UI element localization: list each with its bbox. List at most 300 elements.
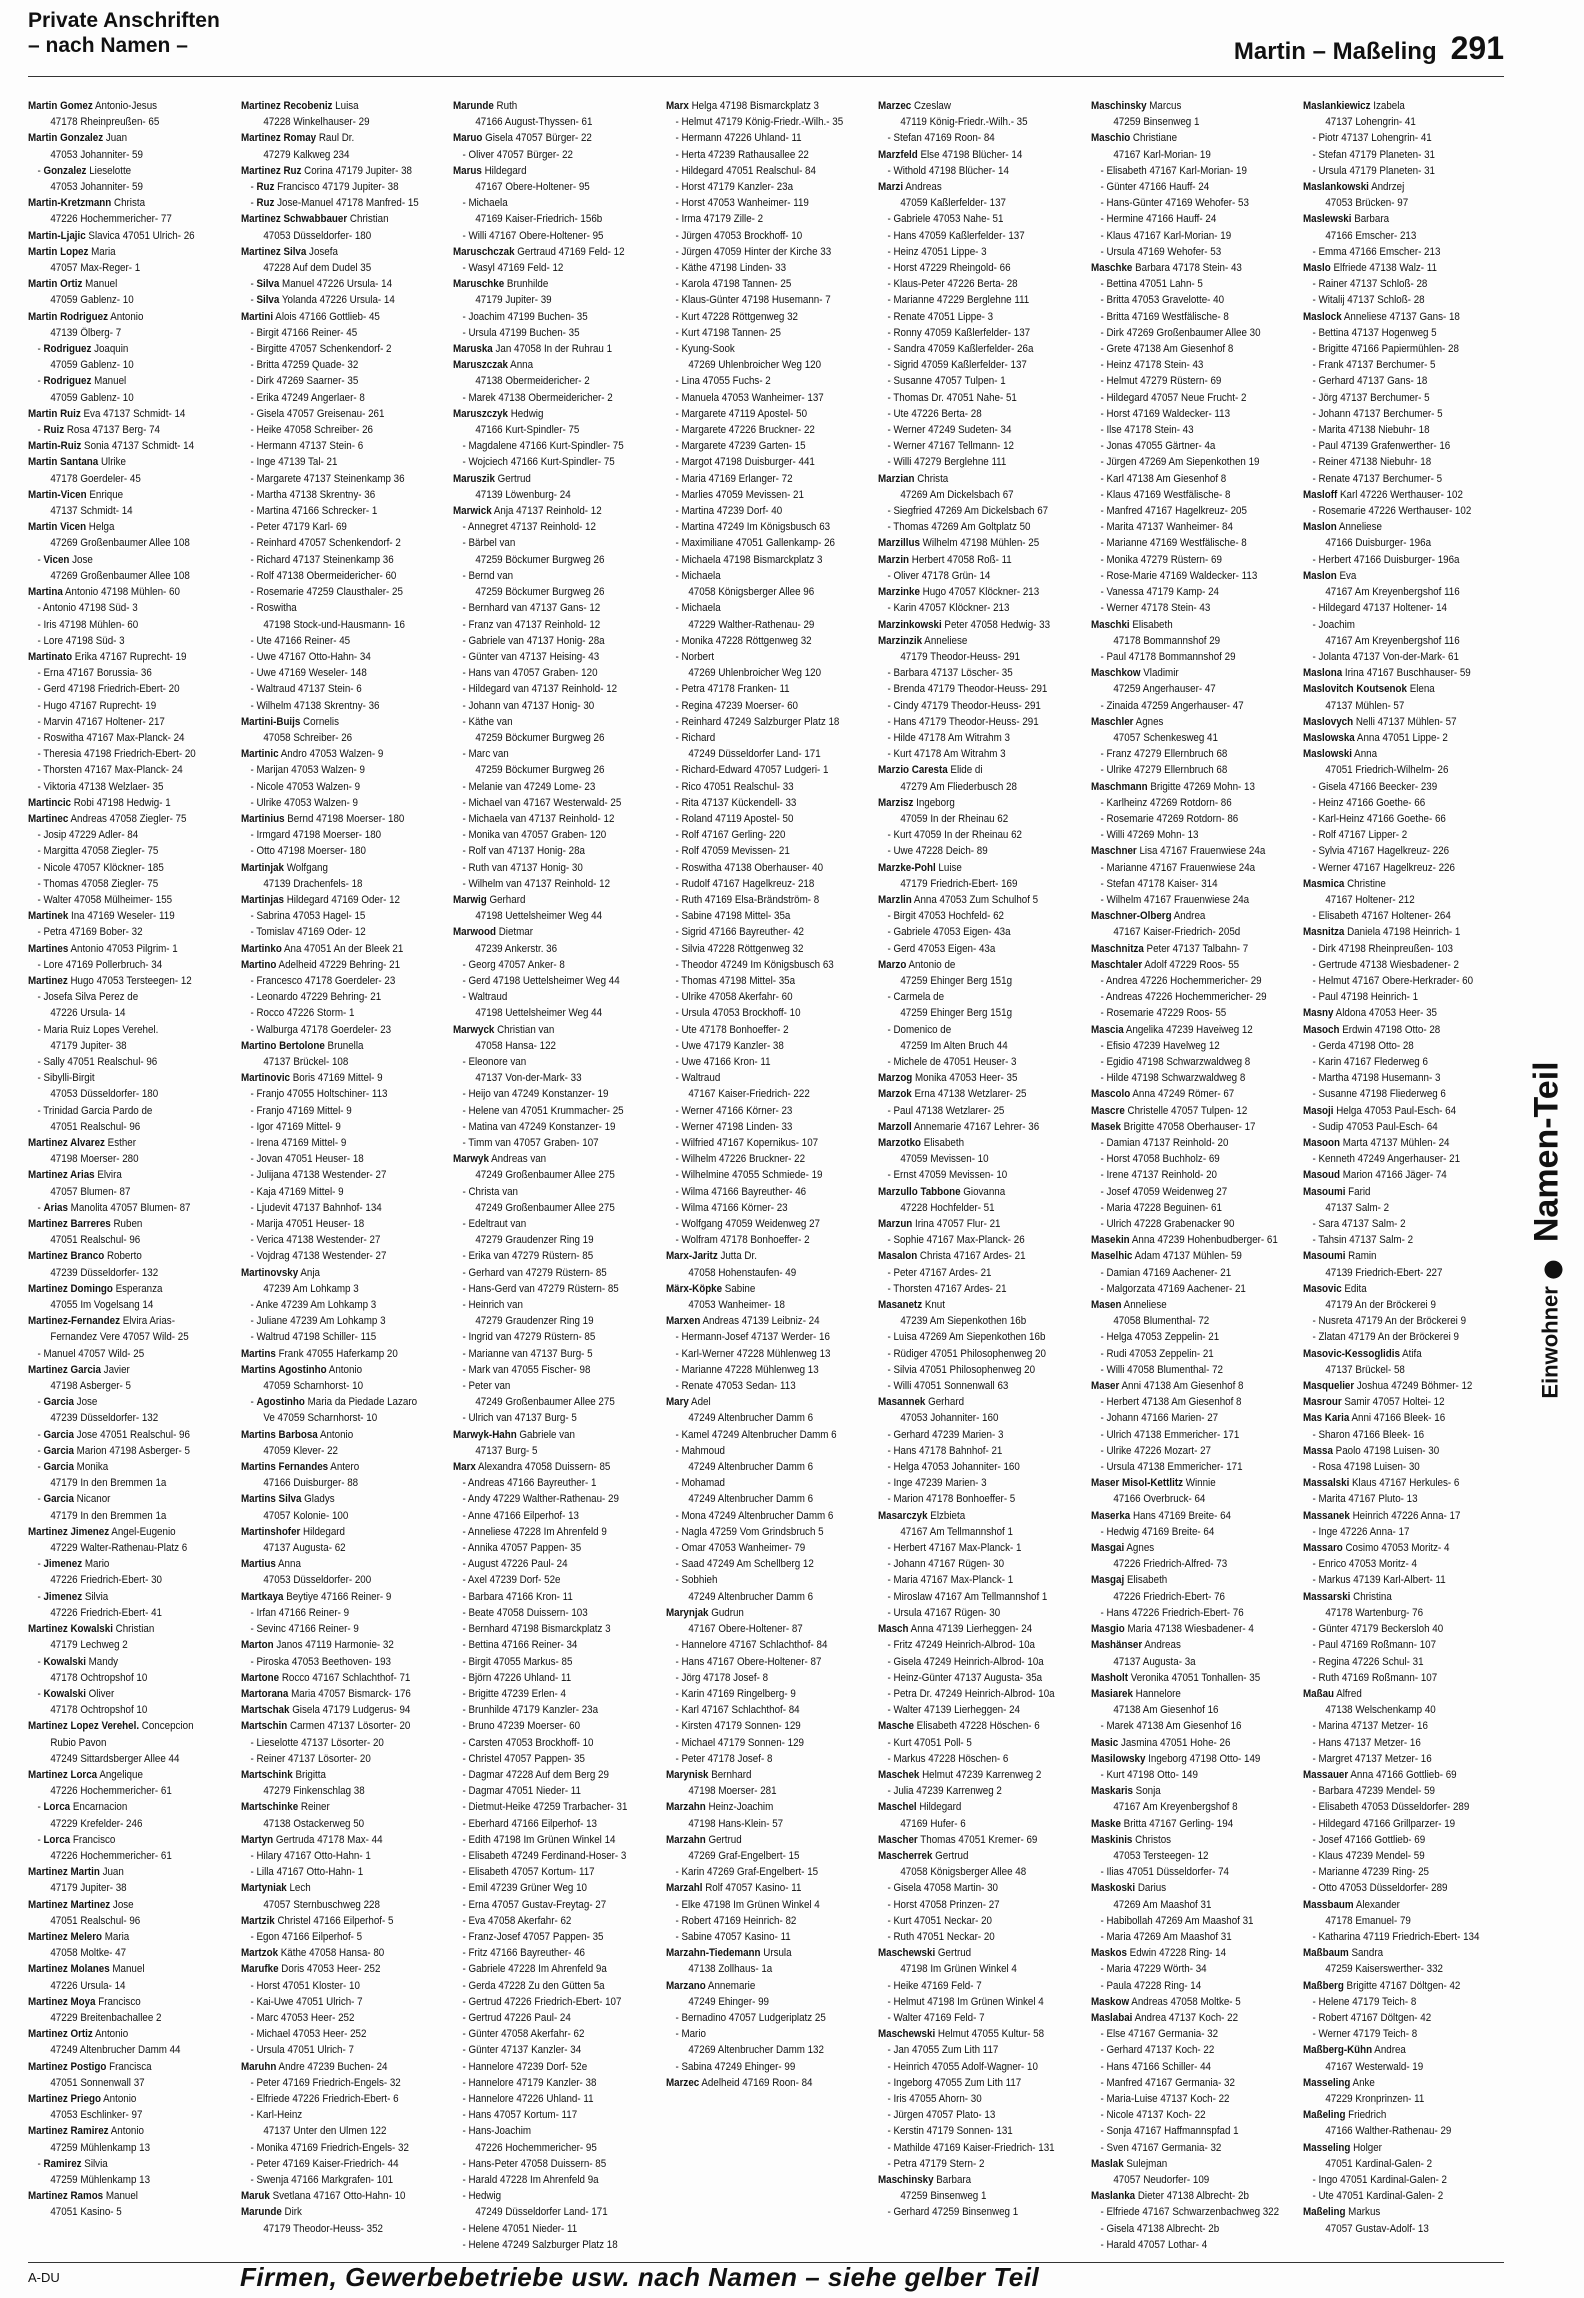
directory-entry: - Günter 47058 Akerfahr- 62 [462, 2028, 585, 2041]
directory-entry: 47053 Johanniter- 160 [900, 1412, 999, 1425]
directory-entry: - Petra 47178 Franken- 11 [675, 683, 790, 696]
directory-entry: Maschki Elisabeth [1090, 618, 1173, 631]
directory-entry: - Heinrich 47055 Adolf-Wagner- 10 [887, 2060, 1039, 2073]
directory-entry: - Hans-Günter 47169 Wehofer- 53 [1100, 197, 1249, 210]
directory-entry: - Paul 47198 Heinrich- 1 [1312, 991, 1419, 1004]
directory-entry: Marzano Annemarie [665, 1979, 755, 1992]
directory-entry: - Michaela [675, 602, 721, 615]
directory-entry: - Irena 47169 Mittel- 9 [250, 1137, 346, 1149]
directory-entry: 47137 Lohengrin- 41 [1325, 116, 1417, 129]
directory-entry: 47179 Theodor-Heuss- 291 [900, 650, 1021, 663]
directory-entry: Martinovsky Anja [240, 1266, 320, 1279]
directory-entry: 47138 Ostackerweg 50 [262, 1817, 364, 1830]
directory-entry: - Uwe 47179 Kanzler- 38 [675, 1039, 784, 1052]
directory-entry: - Marianne 47239 Ring- 25 [1312, 1866, 1430, 1879]
directory-entry: Martyniak Lech [240, 1882, 311, 1895]
directory-entry: Martinec Andreas 47058 Ziegler- 75 [28, 812, 187, 825]
directory-entry: Martinez Barreres Ruben [28, 1218, 143, 1231]
directory-entry: - Marianne van 47137 Burg- 5 [462, 1347, 593, 1360]
directory-entry: - Eleonore van [462, 1055, 527, 1068]
directory-entry: Marunde Dirk [240, 2206, 302, 2219]
directory-entry: 47249 Sittardsberger Allee 44 [50, 1752, 180, 1765]
directory-entry: - Maximiliane 47051 Gallenkamp- 26 [675, 537, 835, 550]
directory-entry: - Piroska 47053 Beethoven- 193 [250, 1655, 391, 1668]
directory-entry: Martin Lopez Maria [28, 245, 116, 258]
directory-entry: 47058 Moltke- 47 [50, 1947, 127, 1960]
directory-entry: - Robert 47167 Döltgen- 42 [1312, 2011, 1432, 2024]
directory-entry: - Uwe 47167 Otto-Hahn- 34 [250, 650, 371, 663]
directory-entry: Rubio Pavon [50, 1736, 107, 1749]
directory-entry: Martinjas Hildegard 47169 Oder- 12 [240, 893, 400, 906]
directory-entry: - Marianne 47167 Frauenwiese 24a [1100, 861, 1255, 874]
directory-entry: - Ursula 47179 Planeten- 31 [1312, 164, 1436, 177]
directory-entry: - Sobhieh [675, 1574, 718, 1587]
directory-entry: - Thomas Dr. 47051 Nahe- 51 [887, 391, 1018, 404]
directory-entry: - Wilhelm 47167 Frauenwiese 24a [1100, 893, 1249, 906]
directory-entry: - Paula 47228 Ring- 14 [1100, 1979, 1202, 1992]
directory-entry: - Brenda 47179 Theodor-Heuss- 291 [887, 683, 1048, 696]
directory-entry: 47137 Brückel- 58 [1325, 1363, 1406, 1376]
directory-entry: 47279 Finkenschlag 38 [262, 1785, 365, 1798]
directory-entry: 47178 Wartenburg- 76 [1325, 1606, 1424, 1619]
directory-entry: 47167 Am Kreyenbergshof 116 [1325, 634, 1461, 647]
directory-entry: Maschtaler Adolf 47229 Roos- 55 [1090, 958, 1239, 971]
directory-entry: 47269 Großenbaumer Allee 108 [50, 537, 190, 550]
directory-entry: Maruo Gisela 47057 Bürger- 22 [453, 132, 593, 145]
directory-entry: 47059 Gablenz- 10 [50, 294, 134, 307]
directory-entry: - Gerd 47053 Eigen- 43a [887, 942, 996, 955]
directory-entry: - Elfriede 47226 Friedrich-Ebert- 6 [250, 2092, 399, 2105]
directory-entry: Maslovitch Koutsenok Elena [1303, 683, 1436, 696]
directory-entry: - Johann 47137 Berchumer- 5 [1312, 407, 1444, 420]
directory-entry: - Gertrud 47226 Paul- 24 [462, 2011, 571, 2024]
directory-entry: 47269 Altenbrucher Damm 132 [688, 2044, 824, 2057]
directory-entry: 47166 Emscher- 213 [1325, 229, 1417, 242]
directory-entry: - Kurt 47178 Am Witrahm 3 [887, 748, 1006, 761]
directory-entry: - Horst 47058 Prinzen- 27 [887, 1898, 1000, 1911]
directory-entry: Masannek Gerhard [878, 1396, 965, 1409]
directory-entry: Marzinke Hugo 47057 Klöckner- 213 [878, 586, 1040, 599]
directory-entry: 47138 Am Giesenhof 16 [1113, 1704, 1219, 1717]
directory-entry: - Martha 47138 Skrentny- 36 [250, 488, 375, 501]
directory-entry: - Bernd van [462, 569, 514, 582]
directory-entry: - Sophie 47167 Max-Planck- 26 [887, 1234, 1025, 1247]
directory-entry: Masekin Anna 47239 Hohenbudberger- 61 [1090, 1234, 1278, 1247]
directory-entry: - Helene 47051 Nieder- 11 [462, 2222, 578, 2235]
directory-entry: 47166 Walther-Rathenau- 29 [1325, 2125, 1452, 2138]
directory-entry: 47058 Hansa- 122 [475, 1039, 557, 1052]
directory-entry: Massanek Heinrich 47226 Anna- 17 [1303, 1509, 1461, 1522]
directory-entry: - Marita 47138 Niebuhr- 18 [1312, 424, 1430, 437]
directory-entry: - Brigitte 47166 Papiermühlen- 28 [1312, 343, 1460, 356]
directory-entry: - Sabina 47249 Ehinger- 99 [675, 2060, 795, 2073]
page-header-right [1234, 30, 1504, 67]
directory-entry: - Margarete 47239 Garten- 15 [675, 440, 806, 453]
directory-entry: - Wilhelm 47226 Bruckner- 22 [675, 1153, 805, 1166]
directory-entry: Marzio Caresta Elide di [878, 764, 983, 777]
directory-entry: - Tomislav 47169 Oder- 12 [250, 926, 366, 939]
directory-entry: - Fritz 47249 Heinrich-Albrod- 10a [887, 1639, 1036, 1652]
directory-entry: Maslewski Barbara [1303, 213, 1390, 226]
directory-entry: - Andy 47229 Walther-Rathenau- 29 [462, 1493, 620, 1506]
directory-entry: - Gisela 47166 Beecker- 239 [1312, 780, 1438, 793]
directory-column [1091, 98, 1292, 2262]
directory-entry: - Werner 47166 Körner- 23 [675, 1104, 793, 1117]
directory-entry: Marwick Anja 47137 Reinhold- 12 [453, 505, 602, 518]
directory-entry: - Lore 47198 Süd- 3 [37, 634, 125, 647]
directory-entry: 47198 Asberger- 5 [50, 1380, 131, 1393]
directory-entry: - Ursula 47169 Wehofer- 53 [1100, 245, 1222, 258]
directory-entry: - Wilfried 47167 Kopernikus- 107 [675, 1137, 818, 1149]
directory-entry: - Roswitha [250, 602, 297, 615]
directory-entry: Marzahn-Tiedemann Ursula [665, 1947, 792, 1960]
directory-entry: Maßberg Brigitte 47167 Döltgen- 42 [1303, 1979, 1461, 1992]
directory-entry: 47226 Ursula- 14 [50, 1979, 126, 1992]
directory-entry: 47279 Graudenzer Ring 19 [475, 1315, 594, 1328]
directory-entry: 47051 Realschul- 96 [50, 1914, 141, 1927]
directory-entry: - Johann 47166 Marien- 27 [1100, 1412, 1218, 1425]
directory-entry: 47059 Gablenz- 10 [50, 391, 134, 404]
directory-entry: - Helmut 47179 König-Friedr.-Wilh.- 35 [675, 116, 843, 129]
directory-entry: - Elisabeth 47167 Holtener- 264 [1312, 910, 1452, 923]
directory-entry: 47228 Hochfelder- 51 [900, 1201, 995, 1214]
directory-entry: - Malgorzata 47169 Aachener- 21 [1100, 1282, 1246, 1295]
directory-entry: 47178 Bommannshof 29 [1113, 634, 1220, 647]
directory-entry: - Ursula 47138 Emmericher- 171 [1100, 1461, 1243, 1474]
directory-entry: - Josef 47166 Gottlieb- 69 [1312, 1833, 1426, 1846]
directory-entry: Martschink Brigitta [240, 1768, 326, 1781]
directory-entry: - Rolf 47167 Lipper- 2 [1312, 829, 1408, 842]
directory-entry: - Piotr 47137 Lohengrin- 41 [1312, 132, 1433, 145]
directory-entry: Marynisk Bernhard [665, 1768, 752, 1781]
directory-entry: - Hannelore 47226 Uhland- 11 [462, 2092, 594, 2105]
directory-entry: - Karin 47169 Ringelberg- 9 [675, 1687, 796, 1700]
directory-entry: - Ulrike 47226 Mozart- 27 [1100, 1444, 1211, 1457]
directory-entry: Martin-Vicen Enrique [28, 488, 124, 501]
directory-entry: Massauer Anna 47166 Gottlieb- 69 [1303, 1768, 1458, 1781]
directory-entry: - Manuel 47057 Wild- 25 [37, 1347, 145, 1360]
directory-entry: - Nusreta 47179 An der Bröckerei 9 [1312, 1315, 1467, 1328]
directory-entry: Mary Adel [665, 1396, 711, 1409]
directory-entry: - Otto 47198 Moerser- 180 [250, 845, 366, 858]
directory-entry: - Peter 47169 Kaiser-Friedrich- 44 [250, 2157, 399, 2170]
directory-entry: Mascia Angelika 47239 Haveiweg 12 [1090, 1023, 1253, 1036]
directory-entry: Martinez Recobeniz Luisa [240, 100, 359, 112]
side-tab-big: Namen-Teil [1527, 1061, 1566, 1243]
directory-entry: - Peter van [462, 1380, 511, 1393]
directory-entry: - Karin 47269 Graf-Engelbert- 15 [675, 1866, 818, 1879]
directory-entry: - Wilhelm van 47137 Reinhold- 12 [462, 877, 611, 890]
directory-entry: - Horst 47169 Waldecker- 113 [1100, 407, 1230, 420]
directory-entry: Marton Janos 47119 Harmonie- 32 [240, 1639, 394, 1652]
directory-entry: - Ramirez Silvia [37, 2157, 108, 2170]
directory-entry: - Zlatan 47179 An der Bröckerei 9 [1312, 1331, 1460, 1344]
directory-entry: 47053 Johanniter- 59 [50, 181, 143, 194]
directory-entry: - Hans-Peter 47058 Duissern- 85 [462, 2157, 607, 2170]
directory-entry: - Regina 47226 Schul- 31 [1312, 1655, 1424, 1668]
directory-entry: - Maria-Luise 47137 Koch- 22 [1100, 2092, 1230, 2105]
directory-entry: - Tahsin 47137 Salm- 2 [1312, 1234, 1414, 1247]
directory-entry: Maruhn Andre 47239 Buchen- 24 [240, 2060, 388, 2073]
directory-entry: - Bernhard van 47137 Gans- 12 [462, 602, 601, 615]
bullet-dot-icon [1544, 1260, 1562, 1278]
directory-entry: - Wasyl 47169 Feld- 12 [462, 262, 564, 275]
directory-entry: - Withold 47198 Blücher- 14 [887, 164, 1010, 177]
directory-entry: 47139 Ölberg- 7 [50, 326, 122, 339]
directory-entry: 47137 Unter den Ulmen 122 [262, 2125, 387, 2138]
directory-entry: - Egidio 47198 Schwarzwaldweg 8 [1100, 1055, 1251, 1068]
directory-entry: Masoumi Farid [1303, 1185, 1371, 1198]
directory-entry: Masalon Christa 47167 Ardes- 21 [878, 1250, 1026, 1263]
directory-entry: - Franjo 47169 Mittel- 9 [250, 1104, 352, 1117]
directory-entry: 47259 Mühlenkamp 13 [50, 2174, 151, 2186]
directory-entry: Masoji Helga 47053 Paul-Esch- 64 [1303, 1104, 1457, 1117]
directory-entry: Marwig Gerhard [453, 893, 526, 906]
directory-entry: - Willi 47167 Obere-Holtener- 95 [462, 229, 604, 242]
directory-entry: Martin Rodriguez Antonio [28, 310, 144, 323]
directory-entry: 47198 Uettelsheimer Weg 44 [475, 1007, 603, 1020]
directory-entry: - Jürgen 47057 Plato- 13 [887, 2109, 996, 2122]
directory-entry: 47167 Kaiser-Friedrich- 222 [688, 1088, 810, 1101]
directory-entry: Masloff Karl 47226 Werthauser- 102 [1303, 488, 1464, 501]
directory-entry: Maser Anni 47138 Am Giesenhof 8 [1090, 1380, 1244, 1393]
directory-entry: Maserka Hans 47169 Breite- 64 [1090, 1509, 1231, 1522]
directory-entry: - Helene 47249 Salzburger Platz 18 [462, 2238, 618, 2251]
directory-entry: 47053 Wanheimer- 18 [688, 1299, 785, 1312]
directory-entry: 47259 Böckumer Burgweg 26 [475, 764, 605, 777]
directory-entry: - Gisela 47057 Greisenau- 261 [250, 407, 384, 420]
directory-entry: Masic Jasmina 47051 Hohe- 26 [1090, 1736, 1231, 1749]
page-number: 291 [1450, 30, 1504, 66]
directory-entry: - Marvin 47167 Holtener- 217 [37, 715, 165, 728]
directory-entry: - Anneliese 47228 Im Ahrenfeld 9 [462, 1525, 607, 1538]
directory-entry: - Heike 47169 Feld- 7 [887, 1979, 982, 1992]
directory-entry: - Ingeborg 47055 Zum Lith 117 [887, 2076, 1022, 2089]
directory-entry: 47229 Breitenbachallee 2 [50, 2011, 162, 2024]
directory-entry: Maslak Sulejman [1090, 2157, 1168, 2170]
directory-entry: - Hermann 47137 Stein- 6 [250, 440, 363, 453]
directory-entry: Ve 47059 Scharnhorst- 10 [262, 1412, 377, 1425]
directory-entry: - Johann van 47137 Honig- 30 [462, 699, 595, 712]
directory-entry: 47166 Kurt-Spindler- 75 [475, 424, 580, 437]
directory-entry: 47269 Uhlenbroicher Weg 120 [688, 359, 821, 372]
directory-entry: - Björn 47226 Uhland- 11 [462, 1671, 572, 1684]
directory-entry: Maslanka Dieter 47138 Albrecht- 2b [1090, 2190, 1249, 2203]
directory-entry: - Hans 47179 Theodor-Heuss- 291 [887, 715, 1039, 728]
directory-entry: - Paul 47169 Roßmann- 107 [1312, 1639, 1437, 1652]
directory-entry: Masoon Marta 47137 Mühlen- 24 [1303, 1137, 1450, 1149]
directory-entry: - Rodriguez Manuel [37, 375, 127, 388]
directory-entry: - Michaela [675, 569, 721, 582]
directory-entry: - Michaela van 47137 Reinhold- 12 [462, 812, 615, 825]
directory-entry: - Rosemarie 47269 Rotdorn- 86 [1100, 812, 1239, 825]
directory-entry: Marx Alexandra 47058 Duissern- 85 [453, 1461, 611, 1474]
directory-entry: - Barbara 47239 Mendel- 59 [1312, 1785, 1436, 1798]
directory-entry: - Igor 47169 Mittel- 9 [250, 1120, 341, 1133]
directory-entry: - Franz 47279 Ellernbruch 68 [1100, 748, 1228, 761]
directory-entry: - Klaus 47169 Westfälische- 8 [1100, 488, 1231, 501]
directory-entry: Martinez Melero Maria [28, 1930, 130, 1943]
directory-entry: - Josef 47059 Weidenweg 27 [1100, 1185, 1228, 1198]
directory-entry: Maslock Anneliese 47137 Gans- 18 [1303, 310, 1461, 323]
directory-entry: 47239 Am Siepenkothen 16b [900, 1315, 1027, 1328]
directory-entry: 47249 Altenbrucher Damm 6 [688, 1493, 813, 1506]
directory-entry: 47269 Großenbaumer Allee 108 [50, 569, 190, 582]
directory-entry: 47179 Theodor-Heuss- 352 [262, 2222, 383, 2235]
directory-entry: Maslovych Nelli 47137 Mühlen- 57 [1303, 715, 1457, 728]
directory-entry: - Inge 47226 Anna- 17 [1312, 1525, 1410, 1538]
directory-entry: - Francesco 47178 Goerdeler- 23 [250, 974, 395, 987]
directory-entry: - Lina 47055 Fuchs- 2 [675, 375, 771, 388]
directory-entry: Maruszczak Anna [453, 359, 534, 372]
directory-entry: - Ruth 47169 Roßmann- 107 [1312, 1671, 1438, 1684]
directory-entry: 47228 Auf dem Dudel 35 [262, 262, 371, 275]
directory-entry: - Bettina 47051 Lahn- 5 [1100, 278, 1203, 291]
directory-entry: Marzoll Annemarie 47167 Lehrer- 36 [878, 1120, 1040, 1133]
directory-column [666, 98, 867, 2262]
directory-entry: Marzlin Anna 47053 Zum Schulhof 5 [878, 893, 1039, 906]
directory-entry: Maskow Andreas 47058 Moltke- 5 [1090, 1995, 1241, 2008]
directory-entry: - Gonzalez Lieselotte [37, 164, 132, 177]
directory-entry: - Barbara 47137 Löscher- 35 [887, 667, 1013, 680]
directory-entry: - Rolf van 47137 Honig- 28a [462, 845, 586, 858]
directory-entry: Masilowsky Ingeborg 47198 Otto- 149 [1090, 1752, 1261, 1765]
directory-entry: - Walter 47169 Feld- 7 [887, 2011, 985, 2024]
directory-entry: - Martina 47249 Im Königsbusch 63 [675, 521, 830, 534]
directory-entry: - Ulrich 47228 Grabenacker 90 [1100, 1218, 1235, 1231]
directory-entry: Marwood Dietmar [453, 926, 534, 939]
directory-entry: - Andreas 47166 Bayreuther- 1 [462, 1477, 597, 1490]
directory-entry: - Ingo 47051 Kardinal-Galen- 2 [1312, 2174, 1448, 2186]
directory-entry: - Mario [675, 2028, 706, 2041]
directory-entry: - Hermann-Josef 47137 Werder- 16 [675, 1331, 830, 1344]
directory-entry: - Katharina 47119 Friedrich-Ebert- 134 [1312, 1930, 1480, 1943]
directory-entry: - Josefa Silva Perez de [37, 991, 139, 1004]
directory-entry: Maschio Christiane [1090, 132, 1177, 145]
directory-entry: - Silvia 47228 Röttgenweg 32 [675, 942, 804, 955]
directory-entry: - Horst 47058 Buchholz- 69 [1100, 1153, 1220, 1166]
directory-entry: - Sigrid 47166 Bayreuther- 42 [675, 926, 804, 939]
directory-entry: - Helmut 47279 Rüstern- 69 [1100, 375, 1222, 388]
directory-entry: 47138 Obermeidericher- 2 [475, 375, 590, 388]
directory-entry: 47249 Großenbaumer Allee 275 [475, 1396, 615, 1409]
directory-entry: Martins Barbosa Antonio [240, 1428, 353, 1441]
directory-entry: - Klaus 47239 Mendel- 59 [1312, 1849, 1426, 1862]
directory-entry: - Gerhard 47239 Marien- 3 [887, 1428, 1004, 1441]
directory-entry: - Else 47167 Germania- 32 [1100, 2028, 1218, 2041]
directory-entry: - Brunhilde 47179 Kanzler- 23a [462, 1704, 599, 1717]
directory-entry: - Ilse 47178 Stein- 43 [1100, 424, 1194, 437]
directory-entry: Mascher Thomas 47051 Kremer- 69 [878, 1833, 1038, 1846]
directory-entry: - Waltrud 47198 Schiller- 115 [250, 1331, 376, 1344]
directory-entry: - Karin 47167 Flederweg 6 [1312, 1055, 1429, 1068]
directory-entry: - Iris 47055 Ahorn- 30 [887, 2092, 982, 2105]
directory-entry: 47229 Walter-Rathenau-Platz 6 [50, 1542, 188, 1555]
directory-entry: 47137 Schmidt- 14 [50, 505, 133, 518]
directory-entry: 47179 Jupiter- 38 [50, 1039, 127, 1052]
directory-entry: - Ursula 47167 Rügen- 30 [887, 1606, 1001, 1619]
directory-entry: - Ulrike 47058 Akerfahr- 60 [675, 991, 793, 1004]
directory-entry: Maskaris Sonja [1090, 1785, 1161, 1798]
directory-entry: - Helmut 47167 Obere-Herkrader- 60 [1312, 974, 1474, 987]
directory-entry: - Werner 47198 Linden- 33 [675, 1120, 793, 1133]
directory-entry: Martinek Ina 47169 Weseler- 119 [28, 910, 175, 923]
directory-entry: Masoumi Ramin [1303, 1250, 1377, 1263]
directory-entry: - Gisela 47058 Martin- 30 [887, 1882, 999, 1895]
directory-entry: Masgio Maria 47138 Wiesbadener- 4 [1090, 1623, 1254, 1636]
directory-entry: - Joachim [1312, 618, 1356, 631]
directory-entry: - Joachim 47199 Buchen- 35 [462, 310, 588, 323]
directory-entry: - Josip 47229 Adler- 84 [37, 829, 139, 842]
directory-entry: Maslankiewicz Izabela [1303, 100, 1406, 112]
directory-entry: - Erna 47167 Borussia- 36 [37, 667, 152, 680]
directory-entry: - Karl-Heinz [250, 2109, 302, 2122]
directory-entry: - Walter 47058 Mülheimer- 155 [37, 893, 173, 906]
directory-entry: 47259 Mühlenkamp 13 [50, 2141, 151, 2154]
directory-entry: 47058 Königsberger Allee 48 [900, 1866, 1027, 1879]
directory-entry: Maßeling Markus [1303, 2206, 1381, 2219]
directory-entry: Massalski Klaus 47167 Herkules- 6 [1303, 1477, 1460, 1490]
directory-entry: Masarczyk Elzbieta [878, 1509, 966, 1522]
directory-entry: Martkaya Beytiye 47166 Reiner- 9 [240, 1590, 391, 1603]
directory-entry: - Monika 47228 Röttgenweg 32 [675, 634, 812, 647]
directory-entry: - Marianne 47228 Mühlenweg 13 [675, 1363, 819, 1376]
directory-entry: Martines Antonio 47053 Pilgrim- 1 [28, 942, 178, 955]
directory-entry: - Monika 47169 Friedrich-Engels- 32 [250, 2141, 409, 2154]
section-title: Private Anschriften [28, 9, 220, 32]
directory-entry: - Michaela [462, 197, 508, 210]
directory-entry: Martinez-Fernandez Elvira Arias- [28, 1315, 175, 1328]
directory-entry: - Ernst 47059 Mevissen- 10 [887, 1169, 1008, 1182]
directory-entry: - Renate 47137 Berchumer- 5 [1312, 472, 1443, 485]
directory-entry: - Bruno 47239 Moerser- 60 [462, 1720, 581, 1733]
directory-entry: - Rolf 47167 Gerling- 220 [675, 829, 786, 842]
directory-entry: - Maria 47229 Wörth- 34 [1100, 1963, 1207, 1976]
directory-entry: - Trinidad Garcia Pardo de [37, 1104, 153, 1117]
directory-entry: - August 47226 Paul- 24 [462, 1558, 568, 1571]
directory-entry: 47279 Am Fliederbusch 28 [900, 780, 1018, 793]
directory-entry: - Ruz Jose-Manuel 47178 Manfred- 15 [250, 197, 419, 210]
directory-entry: - Hildegard 47057 Neue Frucht- 2 [1100, 391, 1247, 404]
directory-entry: 47179 Jupiter- 39 [475, 294, 552, 307]
directory-entry: Masovic Edita [1303, 1282, 1368, 1295]
directory-entry: Marzok Erna 47138 Wetzlarer- 25 [878, 1088, 1027, 1101]
directory-entry: - Günter van 47137 Heising- 43 [462, 650, 600, 663]
directory-entry: - Jürgen 47053 Brockhoff- 10 [675, 229, 802, 242]
directory-entry: - Birgit 47055 Markus- 85 [462, 1655, 573, 1668]
directory-entry: Marzinzik Anneliese [878, 634, 968, 647]
directory-entry: - Werner 47178 Stein- 43 [1100, 602, 1211, 615]
directory-entry: 47226 Friedrich-Alfred- 73 [1113, 1558, 1228, 1571]
directory-entry: - Käthe 47198 Linden- 33 [675, 262, 786, 275]
directory-entry: Marzin Herbert 47058 Roß- 11 [878, 553, 1013, 566]
directory-entry: - Karl 47167 Schlachthof- 84 [675, 1704, 800, 1717]
directory-entry: - Fritz 47166 Bayreuther- 46 [462, 1947, 586, 1960]
directory-entry: - Hans-Joachim [462, 2125, 532, 2138]
directory-entry: 47058 Königsberger Allee 96 [688, 586, 814, 599]
directory-entry: Martinez Martinez Jose [28, 1898, 134, 1911]
directory-entry: - Sharon 47166 Bleek- 16 [1312, 1428, 1425, 1441]
directory-entry: - Gabriele 47228 Im Ahrenfeld 9a [462, 1963, 607, 1976]
directory-entry: Maschnitza Peter 47137 Talbahn- 7 [1090, 942, 1249, 955]
directory-entry: Marwyk-Hahn Gabriele van [453, 1428, 576, 1441]
directory-entry: - Silva Yolanda 47226 Ursula- 14 [250, 294, 395, 307]
directory-entry: - Erika van 47279 Rüstern- 85 [462, 1250, 594, 1263]
directory-entry: - Ursula 47199 Buchen- 35 [462, 326, 580, 339]
directory-entry: - Leonardo 47229 Behring- 21 [250, 991, 381, 1004]
directory-entry: 47249 Großenbaumer Allee 275 [475, 1201, 615, 1214]
directory-entry: - Richard [675, 731, 715, 744]
